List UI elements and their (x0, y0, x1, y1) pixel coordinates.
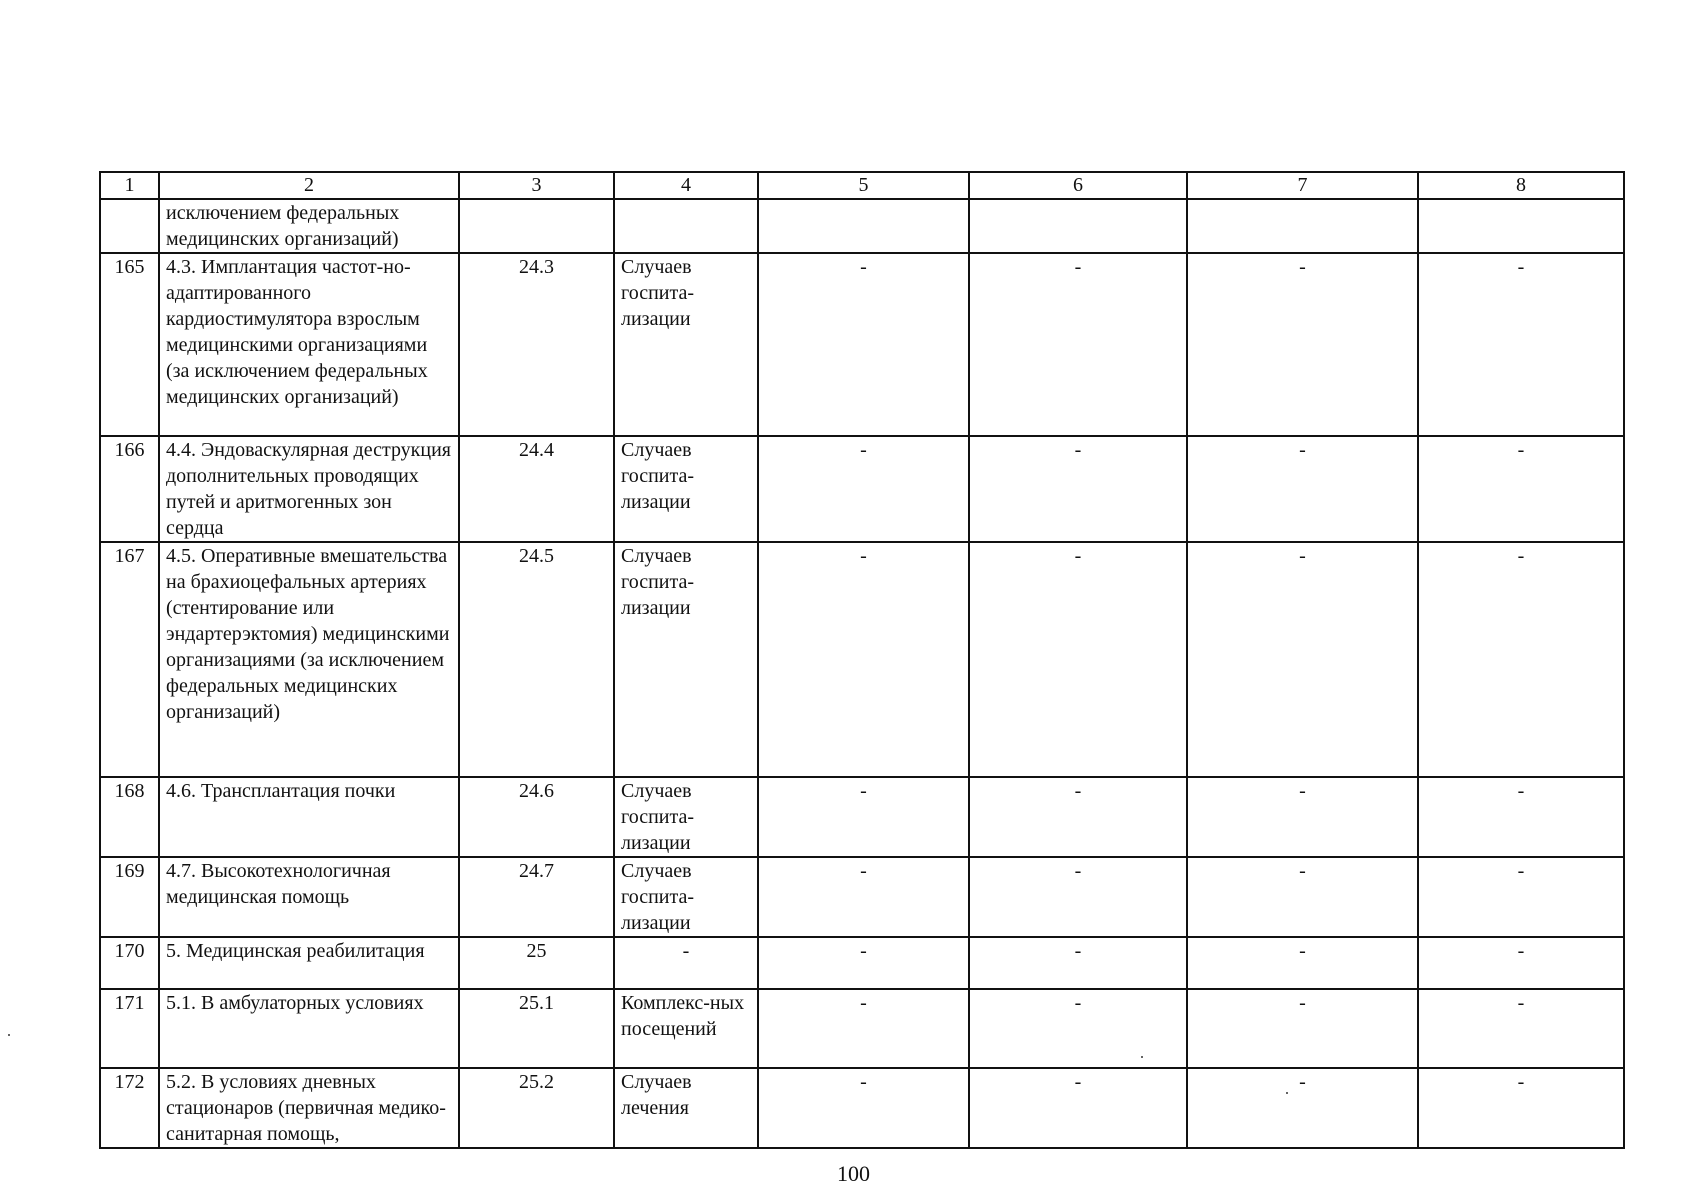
column-header-2: 2 (159, 172, 459, 199)
row-number: 168 (100, 777, 159, 857)
row-col7: - (1187, 857, 1418, 937)
row-code: 24.4 (459, 436, 614, 542)
row-col8: - (1418, 253, 1624, 436)
data-table (99, 171, 1625, 1149)
row-code: 24.5 (459, 542, 614, 777)
row-name: 4.4. Эндоваскулярная деструкция дополнительных проводящих путей и аритмогенных зон сердца (159, 436, 459, 542)
row-name: 4.3. Имплантация частот-но-адаптированного кардиостимулятора взрослым медицинскими организациями (за исключением федеральных медицинских организаций) (159, 253, 459, 436)
row-col7 (1187, 199, 1418, 253)
row-unit: Случаев госпита-лизации (614, 253, 758, 436)
row-col7: - (1187, 436, 1418, 542)
column-header-7: 7 (1187, 172, 1418, 199)
row-name: 5. Медицинская реабилитация (159, 937, 459, 989)
row-col8: - (1418, 937, 1624, 989)
row-col6: - (969, 542, 1187, 777)
row-col8: - (1418, 542, 1624, 777)
row-col5: - (758, 253, 969, 436)
row-name: 5.2. В условиях дневных стационаров (первичная медико-санитарная помощь, (159, 1068, 459, 1148)
table-row (100, 253, 1624, 436)
row-number: 170 (100, 937, 159, 989)
row-number: 169 (100, 857, 159, 937)
row-code: 25 (459, 937, 614, 989)
row-code: 24.7 (459, 857, 614, 937)
row-number: 165 (100, 253, 159, 436)
row-name: 4.6. Трансплантация почки (159, 777, 459, 857)
row-unit: Случаев госпита-лизации (614, 777, 758, 857)
table-row (100, 542, 1624, 777)
row-col5: - (758, 777, 969, 857)
row-code: 24.3 (459, 253, 614, 436)
row-col8 (1418, 199, 1624, 253)
row-col7: - (1187, 1068, 1418, 1148)
row-col5: - (758, 436, 969, 542)
column-header-6: 6 (969, 172, 1187, 199)
row-unit: Случаев госпита-лизации (614, 436, 758, 542)
table-row (100, 937, 1624, 989)
table-row (100, 436, 1624, 542)
row-col6: - (969, 1068, 1187, 1148)
row-col5: - (758, 937, 969, 989)
row-col7: - (1187, 253, 1418, 436)
row-number: 167 (100, 542, 159, 777)
row-name: 4.7. Высокотехнологичная медицинская помощь (159, 857, 459, 937)
column-header-8: 8 (1418, 172, 1624, 199)
scan-speck (8, 1034, 10, 1036)
row-col5: - (758, 989, 969, 1068)
row-col8: - (1418, 777, 1624, 857)
row-col6: - (969, 989, 1187, 1068)
row-name: 4.5. Оперативные вмешательства на брахиоцефальных артериях (стентирование или эндартерэктомия) медицинскими организациями (за исключением федеральных медицинских организаций) (159, 542, 459, 777)
row-col5: - (758, 857, 969, 937)
row-col6: - (969, 857, 1187, 937)
table-row (100, 777, 1624, 857)
row-col7: - (1187, 937, 1418, 989)
row-unit: Комплекс-ных посещений (614, 989, 758, 1068)
row-name: 5.1. В амбулаторных условиях (159, 989, 459, 1068)
row-col6: - (969, 253, 1187, 436)
row-col8: - (1418, 1068, 1624, 1148)
row-col6 (969, 199, 1187, 253)
row-name: исключением федеральных медицинских организаций) (159, 199, 459, 253)
row-unit: - (614, 937, 758, 989)
scan-speck (1141, 1056, 1143, 1058)
row-col8: - (1418, 857, 1624, 937)
row-col8: - (1418, 989, 1624, 1068)
row-code: 24.6 (459, 777, 614, 857)
row-col6: - (969, 436, 1187, 542)
column-number-row (100, 172, 1624, 199)
scan-speck (1286, 1092, 1288, 1094)
column-header-3: 3 (459, 172, 614, 199)
row-col7: - (1187, 989, 1418, 1068)
row-unit: Случаев лечения (614, 1068, 758, 1148)
row-col5: - (758, 542, 969, 777)
row-code: 25.1 (459, 989, 614, 1068)
table-row (100, 989, 1624, 1068)
row-col5: - (758, 1068, 969, 1148)
row-number (100, 199, 159, 253)
row-code (459, 199, 614, 253)
table-row (100, 857, 1624, 937)
row-col8: - (1418, 436, 1624, 542)
row-col6: - (969, 777, 1187, 857)
row-number: 171 (100, 989, 159, 1068)
row-number: 172 (100, 1068, 159, 1148)
row-unit: Случаев госпита-лизации (614, 542, 758, 777)
row-col6: - (969, 937, 1187, 989)
column-header-4: 4 (614, 172, 758, 199)
column-header-1: 1 (100, 172, 159, 199)
table-row (100, 1068, 1624, 1148)
row-unit: Случаев госпита-лизации (614, 857, 758, 937)
row-col7: - (1187, 777, 1418, 857)
table-row (100, 199, 1624, 253)
row-number: 166 (100, 436, 159, 542)
column-header-5: 5 (758, 172, 969, 199)
row-col7: - (1187, 542, 1418, 777)
row-code: 25.2 (459, 1068, 614, 1148)
row-unit (614, 199, 758, 253)
page-number: 100 (837, 1161, 870, 1186)
row-col5 (758, 199, 969, 253)
